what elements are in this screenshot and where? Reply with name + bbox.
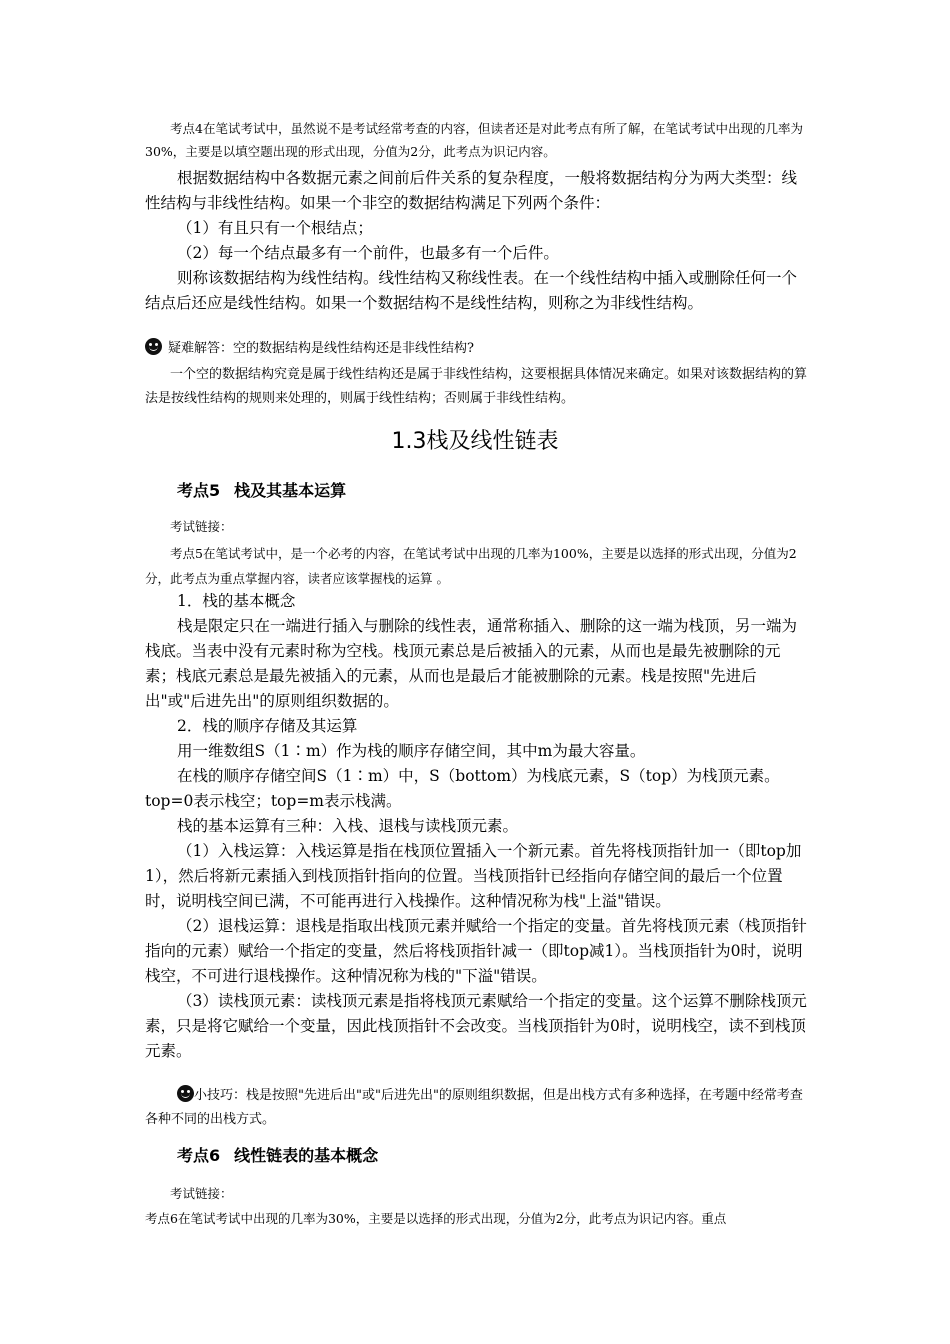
smiley-icon xyxy=(177,1085,194,1102)
paragraph-pop: （2）退栈运算：退栈是指取出栈顶元素并赋给一个指定的变量。首先将栈顶元素（栈顶指针指向的元素）赋给一个指定的变量，然后将栈顶指针减一（即top减1）。当栈顶指针为0时，说明栈空，不可进行退栈操作。这种情况称为栈的"下溢"错误。 xyxy=(145,917,807,985)
kp6-number: 考点6 xyxy=(177,1146,221,1165)
qa-question-line xyxy=(145,338,810,360)
kp6-title: 线性链表的基本概念 xyxy=(234,1146,379,1165)
tip-label: 小技巧： xyxy=(194,1088,247,1103)
condition-2: （2）每一个结点最多有一个前件，也最多有一个后件。 xyxy=(177,244,559,262)
kp5-number: 考点5 xyxy=(177,481,221,500)
kp5-title: 栈及其基本运算 xyxy=(234,481,347,500)
qa-question: 疑难解答：空的数据结构是线性结构还是非线性结构? xyxy=(168,341,474,356)
paragraph-stack-definition: 栈是限定只在一端进行插入与删除的线性表，通常称插入、删除的这一端为栈顶，另一端为栈底。当表中没有元素时称为空栈。栈顶元素总是后被插入的元素，从而也是最先被删除的元素；栈底元素总是最先被插入的元素，从而也是最后才能被删除的元素。栈是按照"先进后出"或"后进先出"的原则组织数据的。 xyxy=(145,617,798,710)
kp4-exam-note: 考点4在笔试考试中，虽然说不是考试经常考查的内容，但读者还是对此考点有所了解，在笔试考试中出现的几率为30%，主要是以填空题出现的形式出现，分值为2分，此考点为识记内容。 xyxy=(145,121,803,159)
section-title: 1.3栈及线性链表 xyxy=(391,429,559,454)
paragraph-operations: 栈的基本运算有三种：入栈、退栈与读栈顶元素。 xyxy=(177,817,519,835)
kp6-heading xyxy=(177,1143,378,1166)
kp5-exam-note: 考点5在笔试考试中，是一个必考的内容，在笔试考试中出现的几率为100%，主要是以选择的形式出现，分值为2分，此考点为重点掌握内容，读者应该掌握栈的运算 。 xyxy=(145,546,797,586)
paragraph-read-top: （3）读栈顶元素：读栈顶元素是指将栈顶元素赋给一个指定的变量。这个运算不删除栈顶元素，只是将它赋给一个变量，因此栈顶指针不会改变。当栈顶指针为0时，说明栈空，读不到栈顶元素。 xyxy=(145,992,807,1060)
heading-stack-storage: 2．栈的顺序存储及其运算 xyxy=(177,717,358,735)
paragraph-storage-2: 在栈的顺序存储空间S（1∶m）中，S（bottom）为栈底元素，S（top）为栈顶元素。top=0表示栈空；top=m表示栈满。 xyxy=(145,767,780,810)
qa-answer: 一个空的数据结构究竟是属于线性结构还是属于非线性结构，这要根据具体情况来确定。如果对该数据结构的算法是按线性结构的规则来处理的，则属于线性结构；否则属于非线性结构。 xyxy=(145,367,808,406)
paragraph-storage-1: 用一维数组S（1∶m）作为栈的顺序存储空间，其中m为最大容量。 xyxy=(177,742,646,760)
tip-paragraph xyxy=(145,1084,810,1132)
tip-text: 栈是按照"先进后出"或"后进先出"的原则组织数据，但是出栈方式有多种选择，在考题中经常考查各种不同的出栈方式。 xyxy=(145,1088,803,1127)
smiley-icon xyxy=(145,338,162,355)
kp6-exam-note: 考点6在笔试考试中出现的几率为30%，主要是以选择的形式出现，分值为2分，此考点为识记内容。重点 xyxy=(145,1211,727,1226)
kp5-link-label: 考试链接： xyxy=(170,519,233,534)
paragraph-linear-definition: 则称该数据结构为线性结构。线性结构又称线性表。在一个线性结构中插入或删除任何一个结点后还应是线性结构。如果一个数据结构不是线性结构，则称之为非线性结构。 xyxy=(145,269,798,312)
kp5-heading xyxy=(177,478,346,501)
paragraph-push: （1）入栈运算：入栈运算是指在栈顶位置插入一个新元素。首先将栈顶指针加一（即top加1），然后将新元素插入到栈顶指针指向的位置。当栈顶指针已经指向存储空间的最后一个位置时，说明栈空间已满，不可能再进行入栈操作。这种情况称为栈"上溢"错误。 xyxy=(145,842,802,910)
heading-stack-concept: 1．栈的基本概念 xyxy=(177,592,296,610)
condition-1: （1）有且只有一个根结点； xyxy=(177,219,373,237)
kp6-link-label: 考试链接： xyxy=(170,1186,233,1201)
paragraph-classification: 根据数据结构中各数据元素之间前后件关系的复杂程度，一般将数据结构分为两大类型：线性结构与非线性结构。如果一个非空的数据结构满足下列两个条件： xyxy=(145,169,798,212)
